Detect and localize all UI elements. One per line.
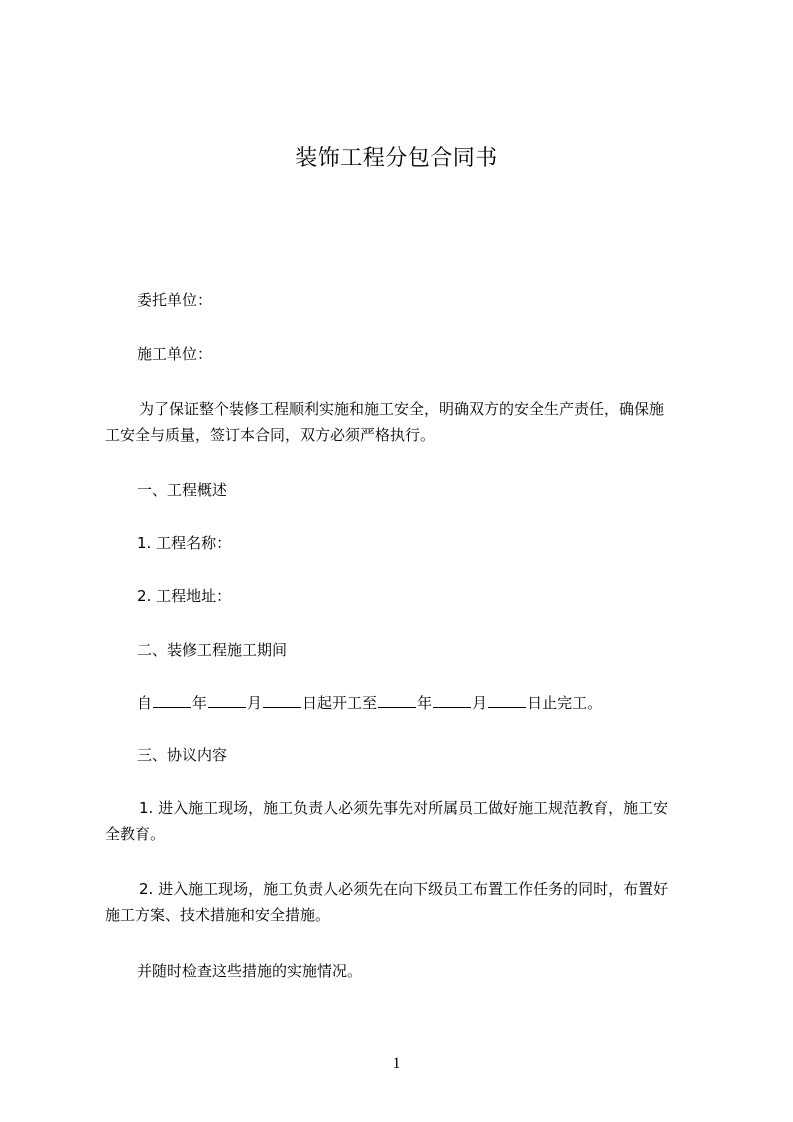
start-month-blank <box>208 693 246 708</box>
intro-line-2: 工安全与质量，签订本合同，双方必须严格执行。 <box>105 426 436 444</box>
intro-paragraph <box>105 396 705 448</box>
clause-1-line-1: 1. 进入施工现场，施工负责人必须先事先对所属员工做好施工规范教育，施工安 <box>139 799 669 817</box>
start-day-blank <box>263 693 301 708</box>
period-year: 年 <box>192 694 208 712</box>
section-1-heading: 一、工程概述 <box>137 481 228 499</box>
clause-2-line-2: 施工方案、技术措施和安全措施。 <box>105 906 331 924</box>
contractor-label: 施工单位： <box>137 345 213 363</box>
project-address-field: 2. 工程地址： <box>137 587 232 605</box>
period-month: 月 <box>247 694 263 712</box>
clause-2 <box>105 876 705 928</box>
section-2-heading: 二、装修工程施工期间 <box>137 641 288 659</box>
clause-1 <box>105 795 705 847</box>
section-3-heading: 三、协议内容 <box>137 746 228 764</box>
clause-1-line-2: 全教育。 <box>105 825 166 843</box>
end-month-blank <box>433 693 471 708</box>
period-start-day: 日起开工至 <box>302 694 378 712</box>
document-title: 装饰工程分包合同书 <box>295 146 498 171</box>
page-number: 1 <box>392 1055 401 1072</box>
client-label: 委托单位： <box>137 291 213 309</box>
period-from: 自 <box>137 694 153 712</box>
start-year-blank <box>153 693 191 708</box>
intro-line-1: 为了保证整个装修工程顺利实施和施工安全，明确双方的安全生产责任，确保施 <box>139 400 665 418</box>
period-end-month: 月 <box>472 694 488 712</box>
period-end-day: 日止完工。 <box>527 694 603 712</box>
end-year-blank <box>378 693 416 708</box>
project-name-field: 1. 工程名称： <box>137 534 232 552</box>
construction-period-line <box>105 690 737 716</box>
clause-2-line-1: 2. 进入施工现场，施工负责人必须先在向下级员工布置工作任务的同时，布置好 <box>139 880 669 898</box>
period-end-year: 年 <box>417 694 433 712</box>
end-day-blank <box>488 693 526 708</box>
followup-paragraph: 并随时检查这些措施的实施情况。 <box>137 962 363 980</box>
